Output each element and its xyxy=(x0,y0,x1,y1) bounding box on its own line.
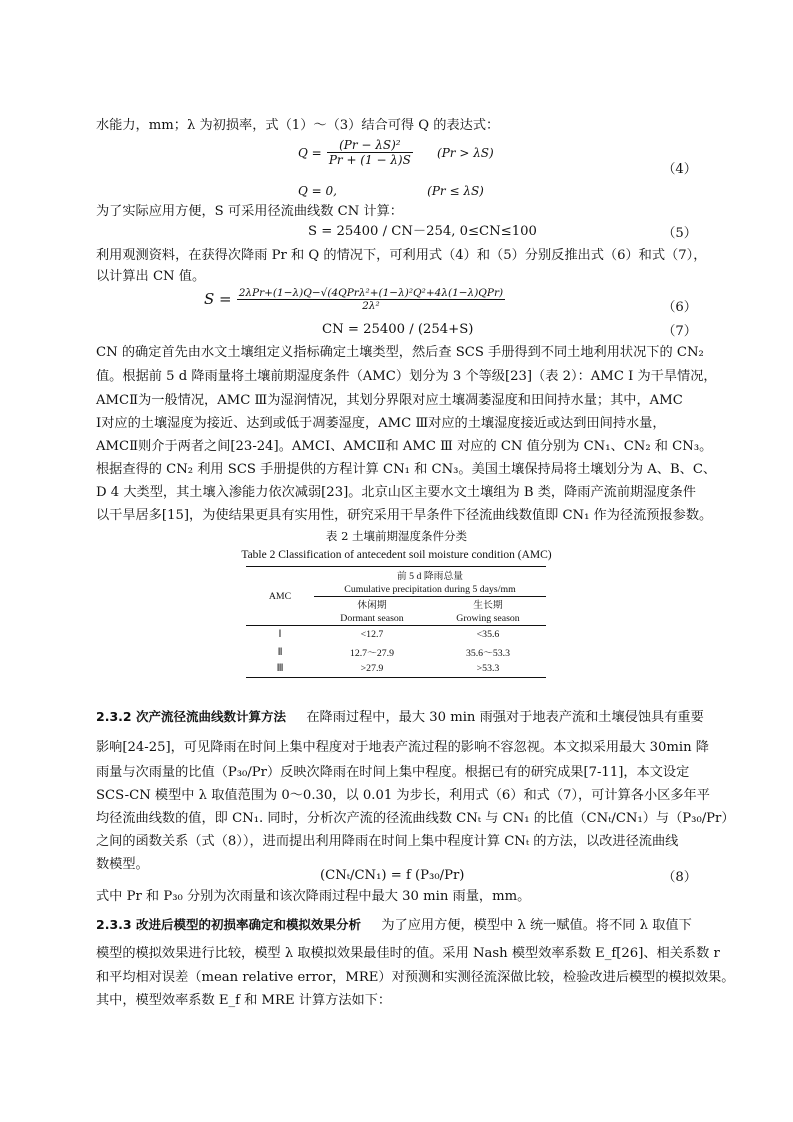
paragraph-line: 数模型。 xyxy=(96,857,149,872)
text-line: 以计算出 CN 值。 xyxy=(96,269,206,284)
equation-7-number: （7） xyxy=(662,324,697,339)
table-header-growing-en: Growing season xyxy=(456,612,520,624)
table-header-dormant-en: Dormant season xyxy=(340,612,404,624)
eq4-lhs: Q = xyxy=(298,146,322,160)
paragraph-line: 其中，模型效率系数 E_f 和 MRE 计算方法如下： xyxy=(96,993,392,1008)
paragraph-line: AMCⅡ为一般情况，AMC Ⅲ为湿润情况，其划分界限对应土壤凋萎湿度和田间持水量；其中，AMC xyxy=(96,393,683,408)
table-cell-dormant: <12.7 xyxy=(360,629,384,641)
table-cell-dormant: 12.7～27.9 xyxy=(349,648,395,659)
table-header-amc: AMC xyxy=(268,590,292,602)
paragraph-line: 根据查得的 CN₂ 利用 SCS 手册提供的方程计算 CN₁ 和 CN₃。美国土壤保持局将土壤划分为 A、B、C、 xyxy=(96,462,717,477)
section-heading: 2.3.3 改进后模型的初损率确定和模拟效果分析 xyxy=(96,917,361,932)
paragraph-line: 雨量与次雨量的比值（P₃₀/Pr）反映次降雨在时间上集中程度。根据已有的研究成果[7-11]，本文设定 xyxy=(96,765,690,780)
equation-7: CN = 25400 / (254+S) xyxy=(322,322,474,337)
table-caption-en: Table 2 Classification of antecedent soil moisture condition (AMC) xyxy=(241,549,552,561)
amc-table xyxy=(246,566,546,678)
eq4-numerator: (Pr − λS)² xyxy=(327,138,413,153)
equation-4-number: （4） xyxy=(662,162,697,177)
table-header-dormant-cn: 休闲期 xyxy=(357,600,387,612)
eq6-denominator: 2λ² xyxy=(362,300,380,312)
table-header-growing-cn: 生长期 xyxy=(473,600,503,612)
equation-8: (CNₜ/CN₁) = f (P₃₀/Pr) xyxy=(320,868,465,883)
paragraph-line: 以干旱居多[15]，为使结果更具有实用性，研究采用干旱条件下径流曲线数值即 CN₁ 作为径流预报参数。 xyxy=(96,508,713,523)
table-cell-amc: Ⅱ xyxy=(277,646,283,658)
table-row xyxy=(246,644,546,661)
paragraph-line: 均径流曲线数的值，即 CN₁. 同时，分析次产流的径流曲线数 CNₜ 与 CN₁ 的比值（CNₜ/CN₁）与（P₃₀/Pr） xyxy=(96,811,735,826)
paragraph-line: 值。根据前 5 d 降雨量将土壤前期湿度条件（AMC）划分为 3 个等级[23]（表 2）：AMC Ⅰ 为干旱情况， xyxy=(96,369,717,384)
paragraph-line: AMCⅡ则介于两者之间[23-24]。AMCⅠ、AMCⅡ和 AMC Ⅲ 对应的 CN 值分别为 CN₁、CN₂ 和 CN₃。 xyxy=(96,439,713,454)
eq4-condition-2: (Pr ≤ λS) xyxy=(427,184,484,198)
equation-6-number: （6） xyxy=(662,300,697,315)
section-2-3-3-first-line xyxy=(96,915,692,936)
equation-5-number: （5） xyxy=(662,226,697,241)
table-caption-cn: 表 2 土壤前期湿度条件分类 xyxy=(325,529,468,543)
paragraph-line: 模型的模拟效果进行比较，模型 λ 取模拟效果最佳时的值。采用 Nash 模型效率系数 E_f[26]、相关系数 r xyxy=(96,946,720,961)
text-line: 为了实际应用方便，S 可采用径流曲线数 CN 计算： xyxy=(96,204,403,219)
section-heading: 2.3.2 次产流径流曲线数计算方法 xyxy=(96,709,286,724)
table-row xyxy=(246,661,546,678)
equation-8-number: （8） xyxy=(662,870,697,885)
section-2-3-2-first-line xyxy=(96,707,704,728)
paragraph-line: 之间的函数关系（式（8）），进而提出利用降雨在时间上集中程度计算 CNₜ 的方法，以改进径流曲线 xyxy=(96,834,679,849)
table-cell-growing: <35.6 xyxy=(476,629,500,641)
equation-4-row2 xyxy=(298,180,484,199)
eq6-lhs: S = xyxy=(204,290,232,308)
table-cell-amc: Ⅰ xyxy=(278,629,282,641)
eq4-condition-1: (Pr > λS) xyxy=(437,146,494,160)
table-group-header-en: Cumulative precipitation during 5 days/mm xyxy=(314,583,546,597)
eq4-fraction xyxy=(327,138,413,167)
table-cell-growing: 35.6～53.3 xyxy=(465,648,511,659)
paragraph-line: Ⅰ对应的土壤湿度为接近、达到或低于凋萎湿度，AMC Ⅲ对应的土壤湿度接近或达到田间持水量， xyxy=(96,416,666,431)
paragraph-line: D 4 大类型，其土壤入渗能力依次减弱[23]。北京山区主要水文土壤组为 B 类，降雨产流前期湿度条件 xyxy=(96,485,696,500)
eq4-row2-lhs: Q = 0, xyxy=(298,184,337,198)
paragraph-line: 在降雨过程中，最大 30 min 雨强对于地表产流和土壤侵蚀具有重要 xyxy=(306,710,704,725)
paragraph-line: CN 的确定首先由水文土壤组定义指标确定土壤类型，然后查 SCS 手册得到不同土地利用状况下的 CN₂ xyxy=(96,345,704,360)
text-line: 水能力，mm；λ 为初损率，式（1）～（3）结合可得 Q 的表达式： xyxy=(96,118,500,133)
table-cell-growing: >53.3 xyxy=(476,663,500,675)
equation-4-row1 xyxy=(298,138,494,167)
table-cell-amc: Ⅲ xyxy=(276,663,284,675)
text-line: 利用观测资料，在获得次降雨 Pr 和 Q 的情况下，可利用式（4）和（5）分别反推出式（6）和式（7）， xyxy=(96,248,707,263)
table-row xyxy=(246,626,546,644)
eq6-fraction xyxy=(237,287,505,312)
table-cell-dormant: >27.9 xyxy=(360,663,384,675)
paragraph-line: 为了应用方便，模型中 λ 统一赋值。将不同 λ 取值下 xyxy=(381,918,692,933)
paragraph-line: SCS-CN 模型中 λ 取值范围为 0～0.30，以 0.01 为步长，利用式（6）和式（7），可计算各小区多年平 xyxy=(96,788,710,803)
eq6-numerator: 2λPr+(1−λ)Q−√(4QPrλ²+(1−λ)²Q²+4λ(1−λ)QPr) xyxy=(238,287,504,299)
table-group-header-cn: 前 5 d 降雨总量 xyxy=(396,570,464,582)
paragraph-line: 影响[24-25]，可见降雨在时间上集中程度对于地表产流过程的影响不容忽视。本文拟采用最大 30min 降 xyxy=(96,740,709,755)
eq4-denominator: Pr + (1 − λ)S xyxy=(328,153,411,167)
equation-5: S = 25400 / CN－254, 0≤CN≤100 xyxy=(308,224,537,239)
equation-6 xyxy=(204,287,505,312)
equation-8-note: 式中 Pr 和 P₃₀ 分别为次雨量和该次降雨过程中最大 30 min 雨量，mm。 xyxy=(96,889,531,904)
paragraph-line: 和平均相对误差（mean relative error，MRE）对预测和实测径流深做比较，检验改进后模型的模拟效果。 xyxy=(96,970,735,985)
